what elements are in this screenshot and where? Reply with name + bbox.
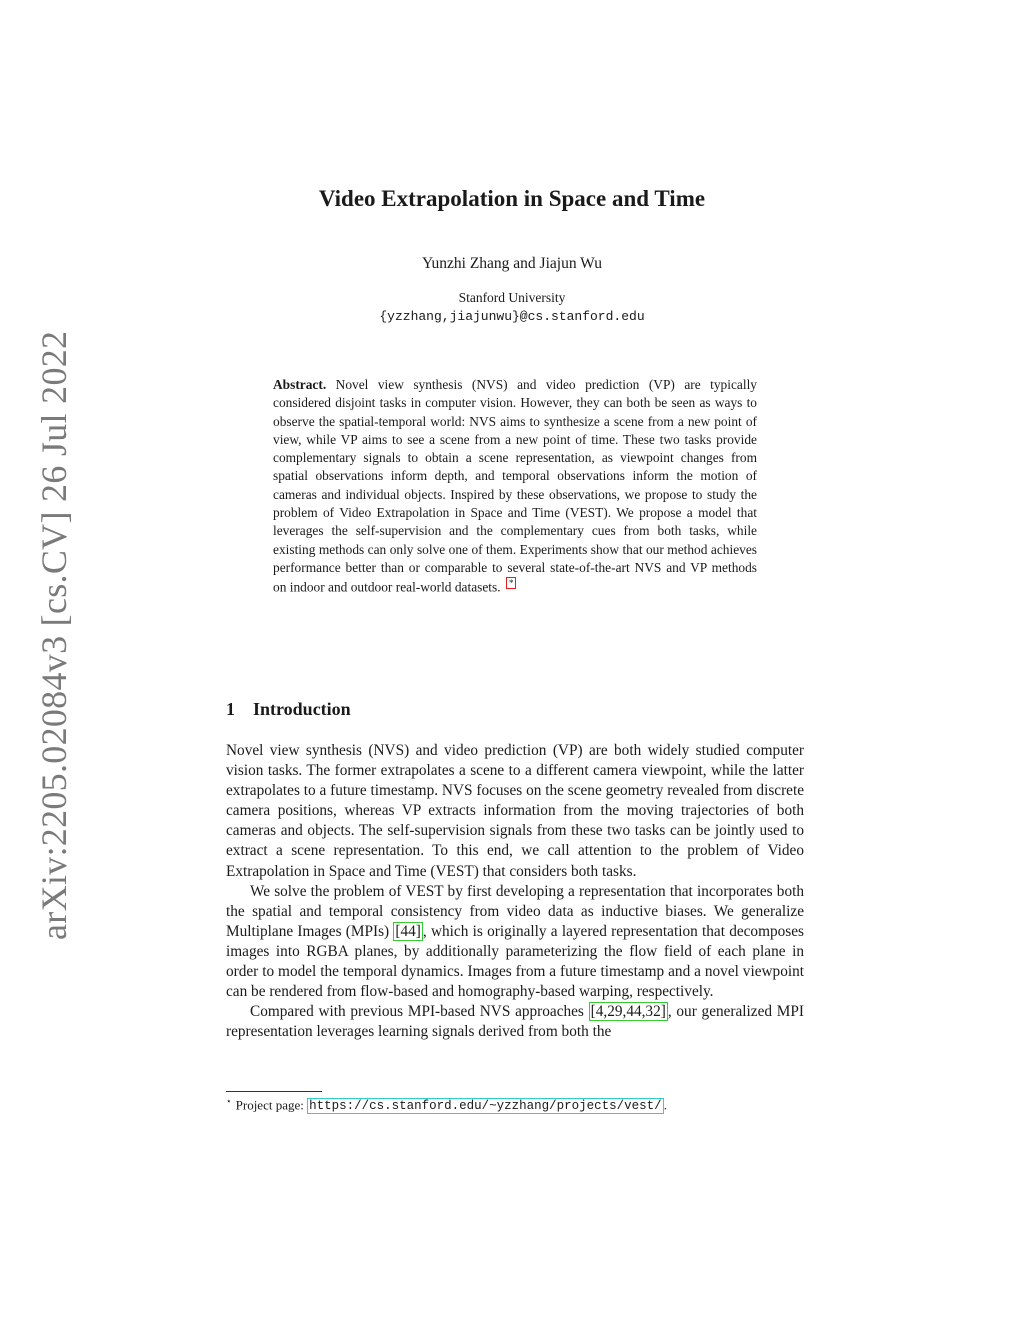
intro-paragraph-3-text-a: Compared with previous MPI-based NVS approaches bbox=[250, 1003, 589, 1021]
footnote bbox=[226, 1096, 667, 1113]
citation-link-44[interactable]: [44] bbox=[395, 922, 421, 940]
footnote-divider bbox=[226, 1091, 322, 1092]
section-number: 1 bbox=[226, 699, 235, 719]
abstract-footnote-link[interactable]: * bbox=[506, 577, 517, 589]
intro-paragraph-1: Novel view synthesis (NVS) and video prediction (VP) are both widely studied computer vision tasks. The former extrapolates a scene to a different camera viewpoint, while the latter extrapolates to a future timestamp. NVS focuses on the scene geometry revealed from discrete camera positions, whereas VP extracts information from the moving trajectories of both cameras and objects. The self-supervision signals from these two tasks can be jointly used to extract a scene representation. To this end, we call attention to the problem of Video Extrapolation in Space and Time (VEST) that considers both tasks. bbox=[226, 742, 804, 880]
paper-title: Video Extrapolation in Space and Time bbox=[318, 186, 706, 211]
author-email: {yzzhang,jiajunwu}@cs.stanford.edu bbox=[379, 309, 645, 324]
author-affiliation: Stanford University bbox=[458, 290, 566, 305]
abstract bbox=[273, 376, 757, 597]
intro-paragraph-2-text-a: We solve the problem of VEST by first developing a representation that incorporates both the spatial and temporal consistency from video data as inductive biases. We generalize Multiplane Images (MPIs) bbox=[226, 882, 804, 940]
arxiv-identifier-text: arXiv:2205.02084v3 [cs.CV] 26 Jul 2022 bbox=[34, 330, 74, 940]
intro-paragraph-3 bbox=[226, 1002, 804, 1042]
citation-link-mpi-nvs[interactable]: [4,29,44,32] bbox=[590, 1003, 666, 1021]
section-heading-introduction bbox=[226, 699, 351, 720]
abstract-text: Novel view synthesis (NVS) and video prediction (VP) are typically considered disjoint tasks in computer vision. However, they can both be seen as ways to observe the spatial-temporal world: NVS aims to synthesize a scene from a new point of view, while VP aims to see a scene from a new point of time. These two tasks provide complementary signals to obtain a scene representation, as viewpoint changes from spatial observations inform depth, and temporal observations inform the motion of cameras and individual objects. Inspired by these observations, we propose to study the problem of Video Extrapolation in Space and Time (VEST). We propose a model that leverages the self-supervision and the complementary cues from both tasks, while existing methods can only solve one of them. Experiments show that our method achieves performance better than or comparable to several state-of-the-art NVS and VP methods on indoor and outdoor real-world datasets. bbox=[273, 377, 757, 595]
intro-paragraph-3-text-b: , our generalized MPI representation leverages learning signals derived from both the bbox=[226, 1003, 804, 1041]
footnote-trailing: . bbox=[663, 1097, 667, 1113]
intro-paragraph-2-text-b: , which is originally a layered representation that decomposes images into RGBA planes, by additionally parameterizing the flow field of each plane in order to model the temporal dynamics. Images from a future timestamp and a novel viewpoint can be rendered from flow-based and homography-based warping, respectively. bbox=[226, 922, 804, 1001]
introduction-body bbox=[226, 741, 804, 1042]
paper-authors: Yunzhi Zhang and Jiajun Wu bbox=[422, 255, 602, 272]
intro-paragraph-2 bbox=[226, 882, 804, 1003]
abstract-label: Abstract. bbox=[273, 377, 327, 392]
footnote-mark: ⋆ bbox=[226, 1096, 232, 1106]
project-page-link[interactable]: https://cs.stanford.edu/~yzzhang/projects/vest/ bbox=[309, 1099, 662, 1114]
footnote-label: Project page: bbox=[235, 1097, 304, 1113]
section-title: Introduction bbox=[253, 699, 351, 719]
